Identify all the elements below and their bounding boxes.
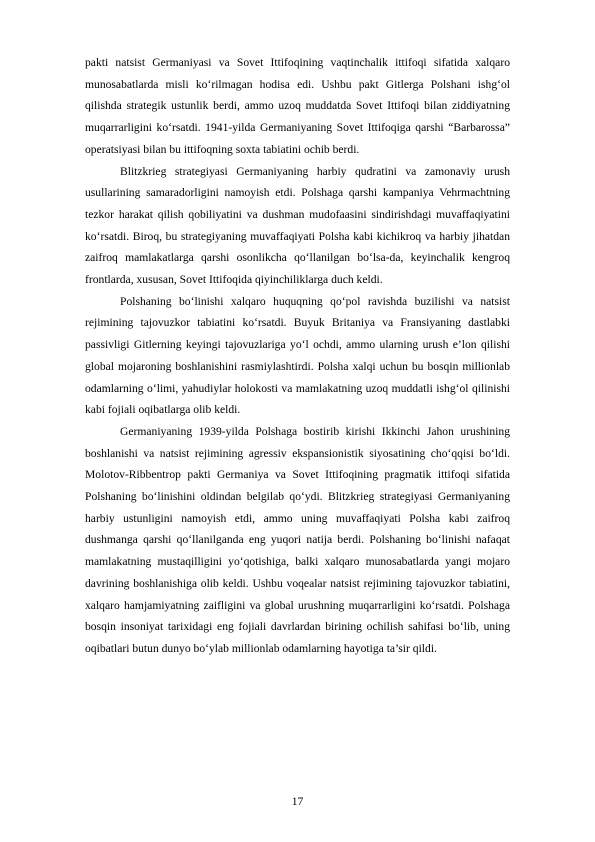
paragraph-4: Germaniyaning 1939-yilda Polshaga bostirib kirishi Ikkinchi Jahon urushining boshlanishi va natsist rejimining agressiv ekspansionistik siyosatining cho‘qqisi bo‘ldi. Molotov-Ribbentrop pakti Germaniya va Sovet Ittifoqining pragmatik ittifoqi sifatida Polshaning bo‘linishini oldindan belgilab qo‘ydi. Blitzkrieg strategiyasi Germaniyaning harbiy ustunligini namoyish etdi, ammo uning muvaffaqiyati Polsha kabi zaifroq dushmanga qarshi qo‘llanilganda eng yuqori natija berdi. Polshaning bo‘linishi nafaqat mamlakatning mustaqilligini yo‘qotishiga, balki xalqaro munosabatlarda yangi mojaro davrining boshlanishiga olib keldi. Ushbu voqealar natsist rejimining tajovuzkor tabiatini, xalqaro hamjamiyatning zaifligini va global urushning muqarrarligini ko‘rsatdi. Polshaga bosqin insoniyat tarixidagi eng fojiali davrlardan birining ochilish sahifasi bo‘lib, uning oqibatlari butun dunyo bo‘ylab millionlab odamlarning hayotiga ta’sir qildi. — [85, 424, 510, 655]
page-number: 17 — [291, 795, 304, 808]
document-page — [85, 52, 510, 660]
paragraph-3: Polshaning bo‘linishi xalqaro huquqning qo‘pol ravishda buzilishi va natsist rejimining tajovuzkor tabiatini ko‘rsatdi. Buyuk Britaniya va Fransiyaning dastlabki passivligi Gitlerning keyingi tajovuzlariga yo‘l ochdi, ammo ularning urush e’lon qilishi global mojaroning boshlanishini rasmiylashtirdi. Polsha xalqi uchun bu bosqin millionlab odamlarning o‘limi, yahudiylar holokosti va mamlakatning uzoq muddatli ishg‘ol qilinishi kabi fojiali oqibatlarga olib keldi. — [85, 294, 510, 417]
paragraph-1: pakti natsist Germaniyasi va Sovet Ittifoqining vaqtinchalik ittifoqi sifatida xalqaro munosabatlarda misli ko‘rilmagan hodisa edi. Ushbu pakt Gitlerga Polshani ishg‘ol qilishda strategik ustunlik berdi, ammo uzoq muddatda Sovet Ittifoqi bilan ziddiyatning muqarrarligini ko‘rsatdi. 1941-yilda Germaniyaning Sovet Ittifoqiga qarshi “Barbarossa” operatsiyasi bilan bu ittifoqning soxta tabiatini ochib berdi. — [85, 56, 510, 156]
paragraph-2: Blitzkrieg strategiyasi Germaniyaning harbiy qudratini va zamonaviy urush usullarining samaradorligini namoyish etdi. Polshaga qarshi kampaniya Vehrmachtning tezkor harakat qilish qobiliyatini va dushman mudofaasini sindirishdagi muvaffaqiyatini ko‘rsatdi. Biroq, bu strategiyaning muvaffaqiyati Polsha kabi kichikroq va harbiy jihatdan zaifroq mamlakatlarga qarshi osonlikcha qo‘llanilgan bo‘lsa-da, keyinchalik kengroq frontlarda, xususan, Sovet Ittifoqida qiyinchiliklarga duch keldi. — [85, 164, 510, 287]
